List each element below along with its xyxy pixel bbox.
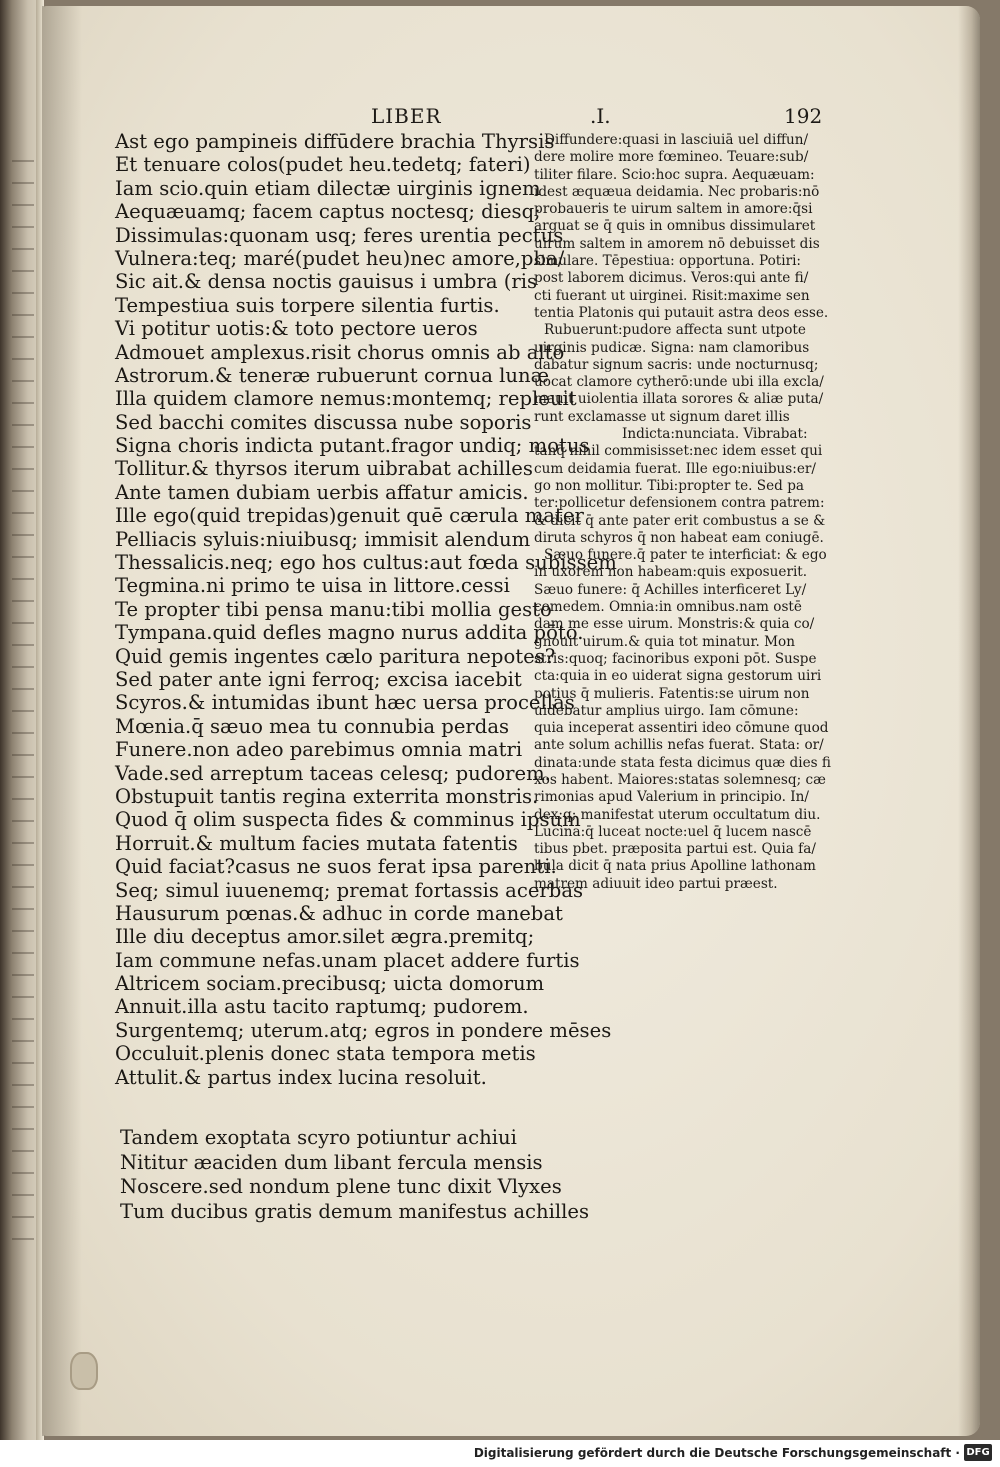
facing-page-edge [0, 0, 40, 1440]
commentary-line: bula dicit q̄ nata prius Apolline lathonam [534, 858, 816, 875]
commentary-line: arguat se q̄ quis in omnibus dissimularet [534, 218, 816, 235]
poem-line: Vulnera:teq; maré(pudet heu)nec amore,pba/ [115, 246, 565, 270]
commentary-line: dabatur signum sacris: unde nocturnusq; [534, 356, 819, 373]
poem-line: Illa quidem clamore nemus:montemq; repleuit [115, 387, 577, 411]
poem-line: Quid gemis ingentes cælo paritura nepotes? [115, 644, 556, 668]
poem-line: Iam scio.quin etiam dilectæ uirginis ignem [115, 176, 541, 200]
library-stamp-mark [70, 1352, 98, 1390]
commentary-line: rimonias apud Valerium in principio. In/ [534, 789, 809, 806]
poem-line: Altricem sociam.precibusq; uicta domorum [115, 972, 545, 996]
commentary-line: uidebatur amplius uirgo. Iam cōmune: [534, 702, 799, 719]
poem-closing-stanza [120, 1126, 590, 1224]
poem-line: Admouet amplexus.risit chorus omnis ab alto [115, 340, 565, 364]
commentary-line: dam me esse uirum. Monstris:& quia co/ [534, 616, 815, 633]
commentary-line: post laborem dicimus. Veros:qui ante fi/ [534, 270, 809, 287]
poem-line: Nititur æaciden dum libant fercula mensis [120, 1150, 543, 1174]
poem-line: Mœnia.q̄ sæuo mea tu connubia perdas [115, 714, 510, 738]
poem-line: Noscere.sed nondum plene tunc dixit Vlyxes [120, 1175, 562, 1198]
commentary-line: simulare. Tēpestiua: opportuna. Potiri: [534, 253, 802, 270]
poem-line: Vade.sed arreptum taceas celesq; pudorem. [115, 761, 551, 785]
poem-line: Ast ego pampineis diffūdere brachia Thyrsis [115, 130, 555, 153]
poem-line: Obstupuit tantis regina exterrita monstris. [115, 784, 539, 808]
commentary-line: cum deidamia fuerat. Ille ego:niuibus:er/ [534, 460, 816, 477]
poem-line: Sed bacchi comites discussa nube soporis [115, 410, 532, 434]
poem-line: Signa choris indicta putant.fragor undiq; motus [115, 434, 590, 458]
commentary-line: Indicta:nunciata. Vibrabat: [622, 426, 808, 443]
commentary-line: quia inceperat assentiri ideo cōmune quod [534, 720, 829, 737]
poem-line: Tandem exoptata scyro potiuntur achiui [120, 1126, 517, 1149]
commentary-line: matrem adiuuit ideo partui præest. [534, 875, 778, 892]
poem-line: Occuluit.plenis donec stata tempora metis [115, 1042, 536, 1066]
commentary-line: dere molire more fœmineo. Teuare:sub/ [534, 149, 809, 166]
poem-line: Thessalicis.neq; ego hos cultus:aut fœda subissem [115, 551, 617, 575]
poem-line: Quod q̄ olim suspecta fides & comminus ipsum [115, 808, 581, 832]
poem-line: Horruit.& multum facies mutata fatentis [115, 831, 518, 855]
poem-line: Tympana.quid defles magno nurus addita pōto. [115, 621, 584, 645]
commentary-line: mauit uiolentia illata sorores & aliæ puta/ [534, 391, 824, 408]
commentary-line: idest æquæua deidamia. Nec probaris:nō [534, 183, 820, 200]
poem-line: Iam commune nefas.unam placet addere furtis [115, 948, 580, 972]
poem-line: Vi potitur uotis:& toto pectore ueros [115, 317, 478, 341]
poem-line: Hausurum pœnas.& adhuc in corde manebat [115, 901, 563, 925]
commentary-line: uirum saltem in amorem nō debuisset dis [534, 235, 820, 252]
commentary-line: diruta schyros q̄ non habeat eam coniugē. [534, 529, 824, 546]
commentary-line: dinata:unde stata festa dicimus quæ dies fi [534, 754, 831, 771]
commentary-line: Rubuerunt:pudore affecta sunt utpote [544, 322, 806, 339]
commentary-column [534, 132, 844, 893]
commentary-line: cta:quia in eo uiderat signa gestorum uiri [534, 668, 822, 685]
funding-notice: Digitalisierung gefördert durch die Deutsche Forschungsgemeinschaft · [473, 1446, 960, 1460]
poem-line: Funere.non adeo parebimus omnia matri [115, 738, 523, 762]
gutter-shadow [42, 6, 82, 1436]
folio-number: 192 [784, 104, 823, 128]
commentary-line: potius q̄ mulieris. Fatentis:se uirum non [534, 685, 810, 702]
poem-column [115, 130, 617, 1089]
running-title: LIBER [371, 104, 442, 128]
commentary-line: ante solum achillis nefas fuerat. Stata: or/ [534, 737, 824, 754]
commentary-line: tibus pbet. præposita partui est. Quia fa/ [534, 841, 816, 858]
facing-page-text-shadow [12, 160, 34, 1260]
commentary-line: dex:q; manifestat uterum occultatum diu. [534, 806, 821, 823]
poem-line: Tempestiua suis torpere silentia furtis. [115, 293, 500, 317]
running-header [42, 104, 980, 132]
commentary-line: xos habent. Maiores:statas solemnesq; cæ [534, 771, 826, 788]
page-edge-shadow [958, 6, 980, 1436]
poem-line: Annuit.illa astu tacito raptumq; pudorem. [115, 995, 529, 1019]
poem-line: Te propter tibi pensa manu:tibi mollia gesto [115, 597, 552, 621]
commentary-line: stris:quoq; facinoribus exponi pōt. Suspe [534, 650, 817, 667]
poem-line: Sed pater ante igni ferroq; excisa iacebit [115, 667, 522, 691]
commentary-line: Lucina:q̄ luceat nocte:uel q̄ lucem nascē [534, 823, 812, 840]
commentary-line: ter:pollicetur defensionem contra patrem: [534, 495, 825, 512]
poem-line: Pelliacis syluis:niuibusq; immisit alendum [115, 527, 531, 551]
poem-line: Sic ait.& densa noctis gauisus i umbra (ris [115, 270, 538, 294]
commentary-line: & dicit q̄ ante pater erit combustus a se & [534, 512, 826, 529]
poem-line: Surgentemq; uterum.atq; egros in pondere mēses [115, 1018, 612, 1042]
commentary-line: Diffundere:quasi in lasciuiā uel diffun/ [544, 132, 809, 148]
poem-line: Scyros.& intumidas ibunt hæc uersa procellas [115, 691, 575, 715]
commentary-line: cti fuerant ut uirginei. Risit:maxime sen [534, 287, 810, 304]
commentary-line: tanq̄ nihil commisisset:nec idem esset qui [534, 443, 823, 460]
commentary-line: runt exclamasse ut signum daret illis [534, 408, 790, 425]
commentary-line: go non mollitur. Tibi:propter te. Sed pa [534, 477, 804, 494]
commentary-line: probaueris te uirum saltem in amore:q̄si [534, 201, 813, 218]
commentary-line: tiliter filare. Scio:hoc supra. Aequæuam: [534, 166, 815, 183]
poem-line: Et tenuare colos(pudet heu.tedetq; fateri) [115, 153, 531, 177]
poem-line: Ante tamen dubiam uerbis affatur amicis. [115, 480, 529, 504]
poem-line: Attulit.& partus index lucina resoluit. [115, 1065, 487, 1089]
poem-line: Ille ego(quid trepidas)genuit quē cærula mater [115, 504, 584, 528]
digitization-footer [0, 1440, 1000, 1467]
dfg-logo: DFG [964, 1444, 992, 1461]
commentary-line: comedem. Omnia:in omnibus.nam ostē [534, 599, 802, 616]
poem-line: Ille diu deceptus amor.silet ægra.premitq; [115, 925, 535, 949]
commentary-line: uocat clamore cytherō:unde ubi illa excla/ [534, 374, 824, 391]
poem-line: Tum ducibus gratis demum manifestus achilles [120, 1199, 590, 1223]
poem-line: Aequæuamq; facem captus noctesq; diesq; [115, 200, 541, 224]
poem-line: Seq; simul iuuenemq; premat fortassis acerbas [115, 878, 584, 902]
poem-line: Tollitur.& thyrsos iterum uibrabat achilles [115, 457, 533, 481]
book-number: .I. [590, 104, 611, 128]
commentary-line: gnouit uirum.& quia tot minatur. Mon [534, 633, 795, 650]
poem-line: Quid faciat?casus ne suos ferat ipsa parenti. [115, 855, 557, 879]
poem-line: Dissimulas:quonam usq; feres urentia pectus [115, 223, 564, 247]
book-page [42, 6, 980, 1436]
poem-line: Tegmina.ni primo te uisa in littore.cessi [115, 574, 510, 598]
poem-line: Astrorum.& teneræ rubuerunt cornua lunæ [115, 363, 550, 387]
commentary-line: uirginis pudicæ. Signa: nam clamoribus [534, 339, 810, 356]
commentary-line: Sæuo funere: q̄ Achilles interficeret Ly/ [534, 581, 807, 598]
commentary-line: Sæuo funere.q̄ pater te interficiat: & ego [544, 547, 827, 564]
commentary-line: in uxorem non habeam:quis exposuerit. [534, 564, 808, 581]
commentary-line: tentia Platonis qui putauit astra deos esse. [534, 304, 829, 321]
